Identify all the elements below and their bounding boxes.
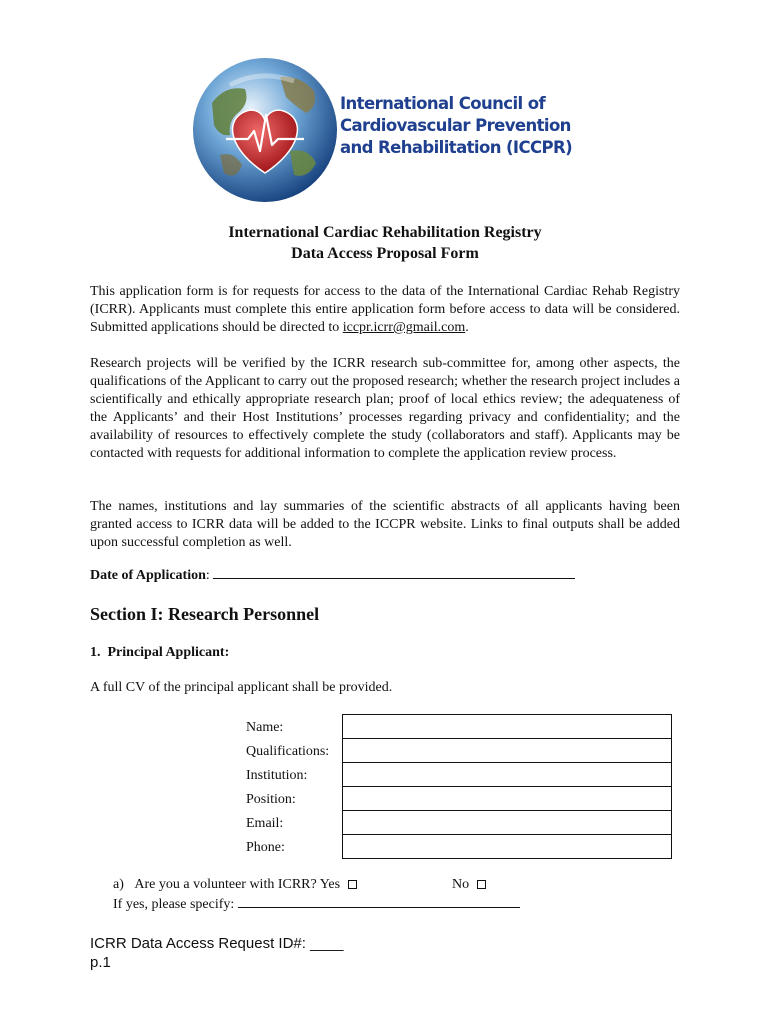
phone-label: Phone: <box>246 840 285 855</box>
applicant-field-boxes <box>342 714 672 859</box>
org-name <box>340 93 590 159</box>
institution-field[interactable] <box>342 762 672 786</box>
page-number: p.1 <box>90 954 111 971</box>
request-id: ICRR Data Access Request ID#: ____ <box>90 935 344 952</box>
date-colon: : <box>205 568 210 583</box>
applicant-field-labels <box>246 716 329 860</box>
position-label: Position: <box>246 792 296 807</box>
globe-heart-icon <box>190 55 340 205</box>
cv-note: A full CV of the principal applicant shall be provided. <box>90 680 393 695</box>
position-field[interactable] <box>342 786 672 810</box>
iccpr-logo <box>190 55 590 205</box>
date-of-application-row <box>90 568 575 584</box>
publication-paragraph: The names, institutions and lay summaries of the scientific abstracts of all applicants having been granted access to ICRR data will be added to the ICCPR website. Links to final outputs shall be added upon successful completion as well. <box>90 499 680 550</box>
intro-end: . <box>465 320 469 335</box>
qualifications-label: Qualifications: <box>246 744 330 759</box>
specify-row <box>113 897 520 913</box>
qualifications-field[interactable] <box>342 738 672 762</box>
contact-email-link[interactable]: iccpr.icrr@gmail.com <box>342 320 466 335</box>
volunteer-question-text: a) Are you a volunteer with ICRR? Yes <box>113 877 341 892</box>
no-checkbox[interactable] <box>477 880 486 889</box>
org-name-line2: Cardiovascular Prevention <box>340 116 571 135</box>
intro-paragraph <box>90 283 680 337</box>
principal-applicant-heading: 1. Principal Applicant: <box>90 645 230 660</box>
org-name-line3: and Rehabilitation (ICCPR) <box>340 138 573 157</box>
yes-checkbox[interactable] <box>348 880 357 889</box>
phone-field[interactable] <box>342 834 672 859</box>
specify-input-line[interactable] <box>238 907 520 908</box>
verification-paragraph: Research projects will be verified by the ICRR research sub-committee for, among other aspects, the qualifications of the Applicant to carry out the proposed research; whether the research project includes a scientifically and ethically appropriate research plan; proof of local ethics review; the adequateness of the Applicants’ and their Host Institutions’ processes regarding privacy and confidentiality; and the availability of resources to effectively complete the study (collaborators and staff). Applicants may be contacted with requests for additional information to complete the application review process. <box>90 356 680 461</box>
intro-text: This application form is for requests for access to the data of the International Cardiac Rehab Registry (ICRR). Applicants must complete this entire application form before access to data will be considered. Submitted applications should be directed to <box>90 284 680 335</box>
specify-label: If yes, please specify: <box>113 897 238 912</box>
registry-title: International Cardiac Rehabilitation Registry <box>228 224 542 241</box>
no-label: No <box>452 877 470 892</box>
form-title: Data Access Proposal Form <box>291 245 479 262</box>
date-label: Date of Application <box>90 568 206 583</box>
name-label: Name: <box>246 720 284 735</box>
section-title: Section I: Research Personnel <box>90 604 320 624</box>
institution-label: Institution: <box>246 768 308 783</box>
email-field[interactable] <box>342 810 672 834</box>
org-name-line1: International Council of <box>340 94 546 113</box>
no-option <box>452 877 486 893</box>
email-label: Email: <box>246 816 284 831</box>
date-input-line[interactable] <box>213 578 575 579</box>
volunteer-question <box>113 877 357 893</box>
name-field[interactable] <box>342 714 672 738</box>
